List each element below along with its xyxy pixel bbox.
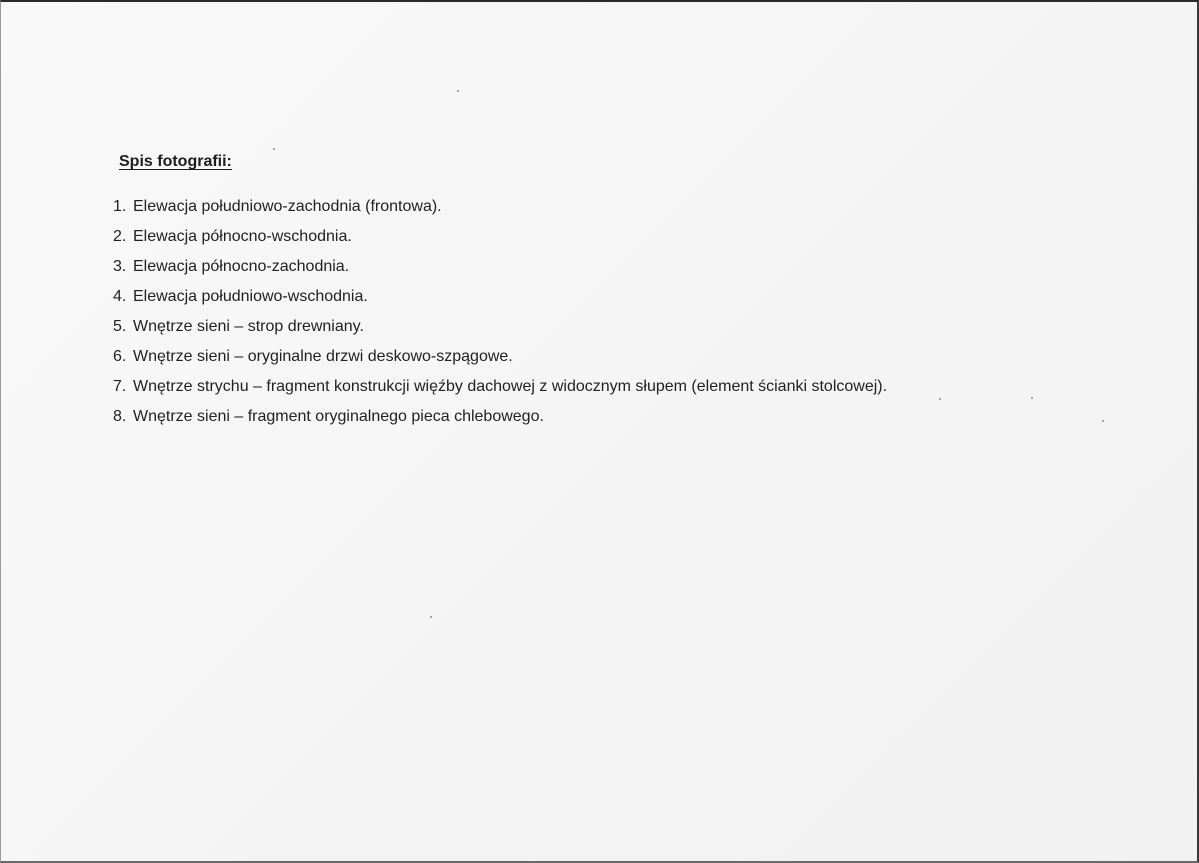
dust-speck [1102,420,1104,422]
list-item-text: Elewacja północno-zachodnia. [133,258,350,275]
list-item-number: 3. [113,258,127,275]
list-item-text: Wnętrze strychu – fragment konstrukcji więźby dachowej z widocznym słupem (element ścianki stolcowej). [133,378,888,395]
list-heading: Spis fotografii: [119,153,232,170]
list-item-number: 2. [113,228,127,245]
dust-speck [430,616,432,618]
list-item-number: 4. [113,288,127,305]
list-item-text: Elewacja północno-wschodnia. [133,228,352,245]
list-item [113,372,887,402]
list-item [113,252,887,282]
list-item-text: Wnętrze sieni – oryginalne drzwi deskowo-szpągowe. [133,348,513,365]
list-item [113,402,887,432]
list-item-text: Wnętrze sieni – strop drewniany. [133,318,364,335]
dust-speck [273,148,275,150]
list-item [113,222,887,252]
list-item [113,282,887,312]
photo-list [113,192,887,432]
list-item [113,342,887,372]
list-item [113,312,887,342]
list-item-number: 1. [113,198,127,215]
dust-speck [457,90,459,92]
dust-speck [1031,397,1033,399]
list-item-number: 5. [113,318,127,335]
list-item-text: Elewacja południowo-wschodnia. [133,288,368,305]
list-item-number: 6. [113,348,127,365]
list-item-number: 7. [113,378,127,395]
list-item [113,192,887,222]
dust-speck [939,398,941,400]
list-item-text: Elewacja południowo-zachodnia (frontowa). [133,198,442,215]
list-item-text: Wnętrze sieni – fragment oryginalnego pieca chlebowego. [133,408,544,425]
list-item-number: 8. [113,408,127,425]
